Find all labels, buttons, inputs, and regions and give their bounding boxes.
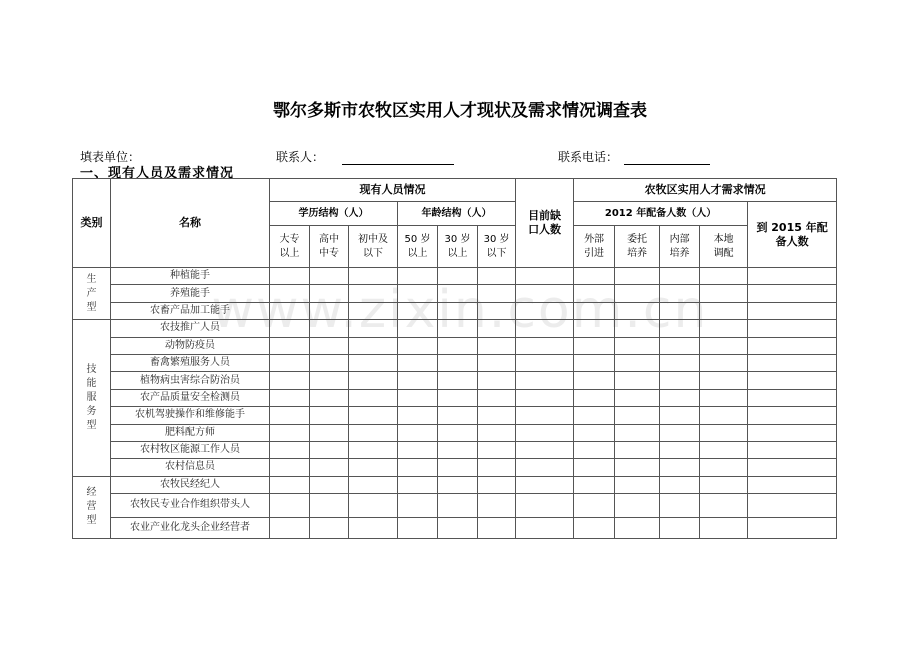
table-row <box>73 354 837 371</box>
table-row <box>73 459 837 476</box>
table-row <box>73 493 837 517</box>
input-cell[interactable] <box>574 320 615 337</box>
watermark: www.zixin.com.cn <box>211 280 709 340</box>
input-cell[interactable] <box>700 459 748 476</box>
item-name: 农牧民专业合作组织带头人 <box>111 493 270 517</box>
item-name: 农畜产品加工能手 <box>111 302 270 319</box>
input-cell[interactable] <box>438 441 478 458</box>
input-cell[interactable] <box>516 407 574 424</box>
input-cell[interactable] <box>660 268 700 285</box>
input-cell[interactable] <box>748 493 837 517</box>
page-title: 鄂尔多斯市农牧区实用人才现状及需求情况调查表 <box>273 101 647 121</box>
input-cell[interactable] <box>516 337 574 354</box>
input-cell[interactable] <box>516 476 574 493</box>
input-cell[interactable] <box>310 337 349 354</box>
input-cell[interactable] <box>574 493 615 517</box>
input-cell[interactable] <box>310 354 349 371</box>
input-cell[interactable] <box>310 302 349 319</box>
item-name: 农产品质量安全检测员 <box>111 389 270 406</box>
input-cell[interactable] <box>660 459 700 476</box>
input-cell[interactable] <box>438 459 478 476</box>
age-col-header: 30 岁以下 <box>478 226 516 268</box>
input-cell[interactable] <box>748 424 837 441</box>
input-cell[interactable] <box>748 268 837 285</box>
table-row <box>73 407 837 424</box>
input-cell[interactable] <box>574 407 615 424</box>
input-cell[interactable] <box>660 407 700 424</box>
input-cell[interactable] <box>270 285 310 302</box>
input-cell[interactable] <box>270 441 310 458</box>
input-cell[interactable] <box>660 424 700 441</box>
input-cell[interactable] <box>270 354 310 371</box>
input-cell[interactable] <box>700 493 748 517</box>
input-cell[interactable] <box>398 320 438 337</box>
name-header: 名称 <box>111 179 270 268</box>
input-cell[interactable] <box>438 268 478 285</box>
input-cell[interactable] <box>615 517 660 538</box>
input-cell[interactable] <box>349 459 398 476</box>
input-cell[interactable] <box>615 337 660 354</box>
item-name: 农村牧区能源工作人员 <box>111 441 270 458</box>
input-cell[interactable] <box>660 337 700 354</box>
age-col-header: 30 岁以上 <box>438 226 478 268</box>
phone-field <box>558 148 710 165</box>
input-cell[interactable] <box>270 389 310 406</box>
input-cell[interactable] <box>349 424 398 441</box>
edu-col-header: 高中中专 <box>310 226 349 268</box>
input-cell[interactable] <box>310 441 349 458</box>
input-cell[interactable] <box>748 407 837 424</box>
table-row <box>73 389 837 406</box>
input-cell[interactable] <box>270 407 310 424</box>
input-cell[interactable] <box>660 493 700 517</box>
demand-col-header: 内部培养 <box>660 226 700 268</box>
gap-header: 目前缺口人数 <box>516 179 574 268</box>
input-cell[interactable] <box>398 517 438 538</box>
input-cell[interactable] <box>574 337 615 354</box>
input-cell[interactable] <box>349 285 398 302</box>
input-cell[interactable] <box>270 268 310 285</box>
input-cell[interactable] <box>310 389 349 406</box>
input-cell[interactable] <box>438 389 478 406</box>
input-cell[interactable] <box>700 389 748 406</box>
item-name: 动物防疫员 <box>111 337 270 354</box>
age-col-header: 50 岁以上 <box>398 226 438 268</box>
input-cell[interactable] <box>270 302 310 319</box>
input-cell[interactable] <box>516 389 574 406</box>
input-cell[interactable] <box>270 476 310 493</box>
input-cell[interactable] <box>615 320 660 337</box>
survey-table <box>72 178 837 539</box>
input-cell[interactable] <box>349 372 398 389</box>
input-cell[interactable] <box>660 441 700 458</box>
item-name: 农机驾驶操作和维修能手 <box>111 407 270 424</box>
input-cell[interactable] <box>516 459 574 476</box>
input-cell[interactable] <box>574 372 615 389</box>
input-cell[interactable] <box>748 372 837 389</box>
input-cell[interactable] <box>478 517 516 538</box>
input-cell[interactable] <box>660 389 700 406</box>
input-cell[interactable] <box>516 320 574 337</box>
input-cell[interactable] <box>574 268 615 285</box>
contact-field <box>276 148 454 165</box>
input-cell[interactable] <box>615 285 660 302</box>
input-cell[interactable] <box>478 424 516 441</box>
category-label: 技能服务型 <box>86 363 97 431</box>
input-cell[interactable] <box>349 476 398 493</box>
input-cell[interactable] <box>516 372 574 389</box>
input-cell[interactable] <box>516 268 574 285</box>
input-cell[interactable] <box>516 302 574 319</box>
table-row <box>73 268 837 285</box>
category-cell <box>73 476 111 538</box>
input-cell[interactable] <box>398 337 438 354</box>
table-row <box>73 302 837 319</box>
input-cell[interactable] <box>398 302 438 319</box>
input-cell[interactable] <box>660 354 700 371</box>
input-cell[interactable] <box>574 459 615 476</box>
age-header: 年龄结构（人） <box>398 202 516 226</box>
input-cell[interactable] <box>660 372 700 389</box>
input-cell[interactable] <box>349 320 398 337</box>
input-cell[interactable] <box>615 424 660 441</box>
input-cell[interactable] <box>310 285 349 302</box>
edu-col-header: 大专以上 <box>270 226 310 268</box>
table-row <box>73 337 837 354</box>
contact-label: 联系人： <box>276 150 325 164</box>
input-cell[interactable] <box>700 354 748 371</box>
input-cell[interactable] <box>748 320 837 337</box>
input-cell[interactable] <box>270 320 310 337</box>
input-cell[interactable] <box>748 389 837 406</box>
input-cell[interactable] <box>574 476 615 493</box>
input-cell[interactable] <box>748 517 837 538</box>
unit-label: 填表单位： <box>80 150 141 164</box>
input-cell[interactable] <box>270 493 310 517</box>
table-row <box>73 441 837 458</box>
input-cell[interactable] <box>700 476 748 493</box>
input-cell[interactable] <box>398 268 438 285</box>
input-cell[interactable] <box>748 476 837 493</box>
input-cell[interactable] <box>478 302 516 319</box>
item-name: 农村信息员 <box>111 459 270 476</box>
contact-blank[interactable] <box>342 151 454 165</box>
input-cell[interactable] <box>574 285 615 302</box>
phone-label: 联系电话： <box>558 150 619 164</box>
phone-blank[interactable] <box>624 151 710 165</box>
item-name: 植物病虫害综合防治员 <box>111 372 270 389</box>
input-cell[interactable] <box>615 476 660 493</box>
input-cell[interactable] <box>574 354 615 371</box>
category-cell <box>73 268 111 320</box>
demand-col-header: 外部引进 <box>574 226 615 268</box>
input-cell[interactable] <box>438 517 478 538</box>
input-cell[interactable] <box>574 517 615 538</box>
input-cell[interactable] <box>748 354 837 371</box>
table-row <box>73 424 837 441</box>
input-cell[interactable] <box>748 441 837 458</box>
input-cell[interactable] <box>270 337 310 354</box>
input-cell[interactable] <box>349 337 398 354</box>
input-cell[interactable] <box>700 517 748 538</box>
input-cell[interactable] <box>574 302 615 319</box>
input-cell[interactable] <box>478 337 516 354</box>
input-cell[interactable] <box>398 459 438 476</box>
input-cell[interactable] <box>349 389 398 406</box>
current-header: 现有人员情况 <box>270 179 516 202</box>
input-cell[interactable] <box>615 268 660 285</box>
input-cell[interactable] <box>349 441 398 458</box>
edu-col-header: 初中及以下 <box>349 226 398 268</box>
input-cell[interactable] <box>615 354 660 371</box>
input-cell[interactable] <box>398 354 438 371</box>
input-cell[interactable] <box>270 372 310 389</box>
input-cell[interactable] <box>310 424 349 441</box>
input-cell[interactable] <box>398 493 438 517</box>
input-cell[interactable] <box>748 302 837 319</box>
input-cell[interactable] <box>438 493 478 517</box>
edu-header: 学历结构（人） <box>270 202 398 226</box>
input-cell[interactable] <box>438 337 478 354</box>
input-cell[interactable] <box>478 372 516 389</box>
input-cell[interactable] <box>438 285 478 302</box>
item-name: 农牧民经纪人 <box>111 476 270 493</box>
input-cell[interactable] <box>748 459 837 476</box>
input-cell[interactable] <box>310 407 349 424</box>
item-name: 养殖能手 <box>111 285 270 302</box>
input-cell[interactable] <box>310 517 349 538</box>
table-row <box>73 320 837 337</box>
input-cell[interactable] <box>270 424 310 441</box>
input-cell[interactable] <box>615 459 660 476</box>
input-cell[interactable] <box>516 441 574 458</box>
input-cell[interactable] <box>310 493 349 517</box>
input-cell[interactable] <box>478 493 516 517</box>
input-cell[interactable] <box>700 337 748 354</box>
item-name: 肥料配方师 <box>111 424 270 441</box>
input-cell[interactable] <box>615 407 660 424</box>
input-cell[interactable] <box>574 424 615 441</box>
input-cell[interactable] <box>398 407 438 424</box>
input-cell[interactable] <box>349 268 398 285</box>
input-cell[interactable] <box>700 407 748 424</box>
input-cell[interactable] <box>310 268 349 285</box>
table-row <box>73 517 837 538</box>
input-cell[interactable] <box>478 407 516 424</box>
input-cell[interactable] <box>398 424 438 441</box>
input-cell[interactable] <box>310 459 349 476</box>
input-cell[interactable] <box>516 493 574 517</box>
table-row <box>73 285 837 302</box>
table-row <box>73 372 837 389</box>
input-cell[interactable] <box>438 424 478 441</box>
input-cell[interactable] <box>310 476 349 493</box>
table-row <box>73 476 837 493</box>
input-cell[interactable] <box>700 372 748 389</box>
input-cell[interactable] <box>270 459 310 476</box>
input-cell[interactable] <box>398 372 438 389</box>
input-cell[interactable] <box>478 441 516 458</box>
item-name: 农业产业化龙头企业经营者 <box>111 517 270 538</box>
input-cell[interactable] <box>438 476 478 493</box>
input-cell[interactable] <box>700 320 748 337</box>
input-cell[interactable] <box>700 424 748 441</box>
input-cell[interactable] <box>398 476 438 493</box>
input-cell[interactable] <box>516 517 574 538</box>
input-cell[interactable] <box>516 285 574 302</box>
input-cell[interactable] <box>574 389 615 406</box>
input-cell[interactable] <box>700 441 748 458</box>
input-cell[interactable] <box>615 302 660 319</box>
input-cell[interactable] <box>438 320 478 337</box>
section-title: 一、现有人员及需求情况 <box>80 166 235 181</box>
input-cell[interactable] <box>478 354 516 371</box>
input-cell[interactable] <box>660 320 700 337</box>
input-cell[interactable] <box>660 476 700 493</box>
input-cell[interactable] <box>478 476 516 493</box>
input-cell[interactable] <box>516 354 574 371</box>
input-cell[interactable] <box>349 354 398 371</box>
input-cell[interactable] <box>349 407 398 424</box>
input-cell[interactable] <box>615 441 660 458</box>
demand-2015-header: 到 2015 年配备人数 <box>748 202 837 268</box>
demand-header: 农牧区实用人才需求情况 <box>574 179 837 202</box>
category-label: 经营型 <box>86 487 97 527</box>
demand-2012-header: 2012 年配备人数（人） <box>574 202 748 226</box>
category-cell <box>73 320 111 477</box>
input-cell[interactable] <box>748 285 837 302</box>
input-cell[interactable] <box>700 285 748 302</box>
input-cell[interactable] <box>478 268 516 285</box>
input-cell[interactable] <box>349 517 398 538</box>
input-cell[interactable] <box>438 372 478 389</box>
input-cell[interactable] <box>660 517 700 538</box>
input-cell[interactable] <box>516 424 574 441</box>
input-cell[interactable] <box>349 302 398 319</box>
input-cell[interactable] <box>660 285 700 302</box>
input-cell[interactable] <box>748 337 837 354</box>
input-cell[interactable] <box>438 302 478 319</box>
input-cell[interactable] <box>478 389 516 406</box>
input-cell[interactable] <box>478 459 516 476</box>
input-cell[interactable] <box>574 441 615 458</box>
input-cell[interactable] <box>349 493 398 517</box>
input-cell[interactable] <box>478 285 516 302</box>
input-cell[interactable] <box>310 320 349 337</box>
input-cell[interactable] <box>438 407 478 424</box>
category-label: 生产型 <box>86 273 97 313</box>
input-cell[interactable] <box>660 302 700 319</box>
demand-col-header: 委托培养 <box>615 226 660 268</box>
demand-col-header: 本地调配 <box>700 226 748 268</box>
input-cell[interactable] <box>615 389 660 406</box>
input-cell[interactable] <box>478 320 516 337</box>
input-cell[interactable] <box>398 285 438 302</box>
item-name: 种植能手 <box>111 268 270 285</box>
input-cell[interactable] <box>310 372 349 389</box>
item-name: 农技推广人员 <box>111 320 270 337</box>
input-cell[interactable] <box>700 302 748 319</box>
input-cell[interactable] <box>615 372 660 389</box>
input-cell[interactable] <box>615 493 660 517</box>
input-cell[interactable] <box>438 354 478 371</box>
input-cell[interactable] <box>398 389 438 406</box>
input-cell[interactable] <box>398 441 438 458</box>
input-cell[interactable] <box>270 517 310 538</box>
input-cell[interactable] <box>700 268 748 285</box>
category-header: 类别 <box>73 179 111 268</box>
item-name: 畜禽繁殖服务人员 <box>111 354 270 371</box>
